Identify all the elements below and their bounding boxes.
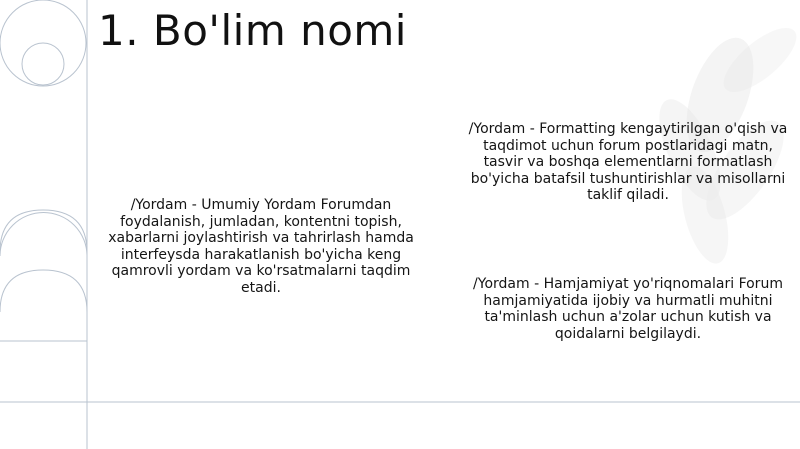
text-block-community-guidelines: /Yordam - Hamjamiyat yo'riqnomalari Forum hamjamiyatida ijobiy va hurmatli muhitni ta'minlash uchun a'zolar uchun kutish va qoidalarni belgilaydi.: [473, 276, 783, 342]
outer-circle: [0, 0, 86, 86]
inner-circle: [22, 43, 64, 85]
arch-lower-outline: [0, 270, 87, 312]
page-title: 1. Bo'lim nomi: [98, 6, 407, 55]
arch-upper: [0, 213, 87, 257]
text-block-formatting: /Yordam - Formatting kengaytirilgan o'qish va taqdimot uchun forum postlaridagi matn, tasvir va boshqa elementlarni formatlash bo'yicha batafsil tushuntirishlar va misollarni taklif qiladi.: [468, 121, 788, 203]
text-block-general-help: /Yordam - Umumiy Yordam Forumdan foydalanish, jumladan, kontentni topish, xabarlarni joylashtirish va tahrirlash hamda interfeysda harakatlanish bo'yicha keng qamrovli yordam va ko'rsatmalarni taqdim etadi.: [108, 197, 414, 296]
arch-upper-outline: [0, 210, 87, 252]
